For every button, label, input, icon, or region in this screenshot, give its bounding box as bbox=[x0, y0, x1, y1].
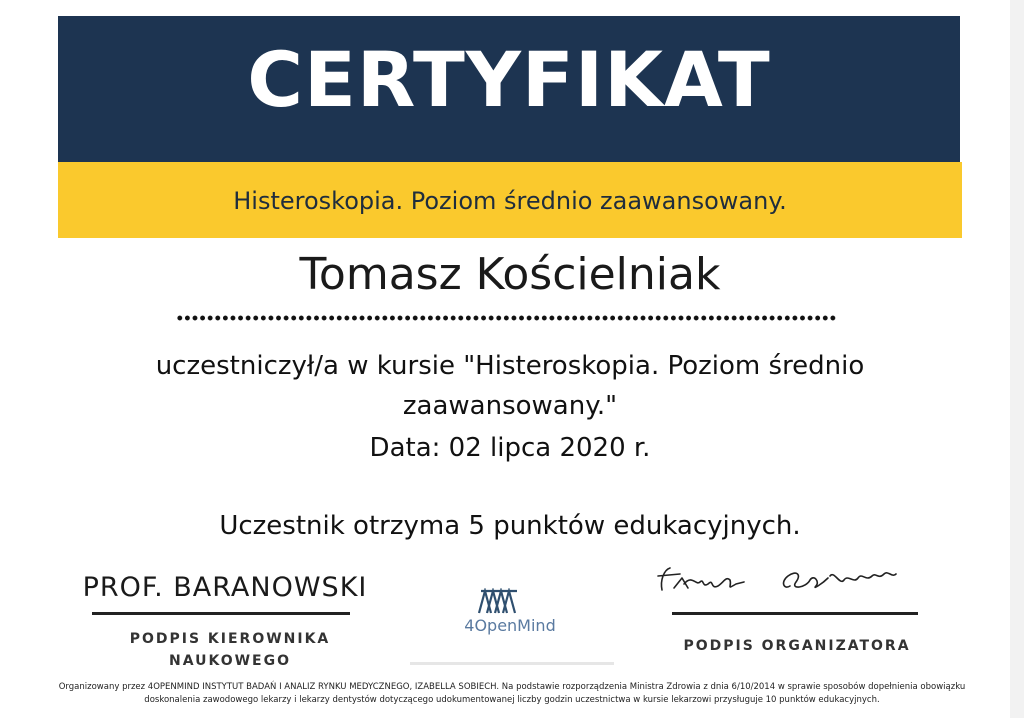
course-date: Data: 02 lipca 2020 r. bbox=[369, 433, 651, 463]
education-points: Uczestnik otrzyma 5 punktów edukacyjnych. bbox=[219, 511, 801, 541]
organizer-signature-label: PODPIS ORGANIZATORA bbox=[683, 638, 911, 654]
logo-wordmark: 4OpenMind bbox=[464, 616, 556, 635]
signature-line-right bbox=[672, 612, 918, 615]
scientific-director-signature-label: PODPIS KIEROWNIKA NAUKOWEGO bbox=[129, 631, 331, 669]
page-edge-shadow bbox=[1010, 0, 1024, 718]
participation-text: uczestniczył/a w kursie "Histeroskopia. Poziom średnio zaawansowany." bbox=[155, 351, 865, 421]
signature-line-left bbox=[92, 612, 350, 615]
certificate-title: CERTYFIKAT bbox=[247, 35, 771, 124]
organizer-handwritten-signature bbox=[640, 556, 930, 604]
scientific-director-name: PROF. BARANOWSKI bbox=[82, 572, 368, 603]
logo-underline bbox=[410, 662, 614, 665]
4openmind-logo-icon bbox=[476, 588, 520, 616]
participant-name: Tomasz Kościelniak bbox=[299, 249, 721, 300]
legal-footer-note: Organizowany przez 4OPENMIND INSTYTUT BADAŃ I ANALIZ RYNKU MEDYCZNEGO, IZABELLA SOBIECH. Na podstawie rozporządzenia Ministra Zdrowia z dnia 6/10/2014 w sprawie sposobów dopełnienia obowiązku doskonalenia zawodowego lekarzy i lekarzy dentystów dotyczącego udokumentowanej liczby godzin uczestnictwa w kursie lekarzowi przysługuje 10 punktów edukacyjnych. bbox=[58, 682, 966, 705]
course-title: Histeroskopia. Poziom średnio zaawansowany. bbox=[233, 187, 787, 215]
name-dotted-line bbox=[176, 314, 838, 322]
